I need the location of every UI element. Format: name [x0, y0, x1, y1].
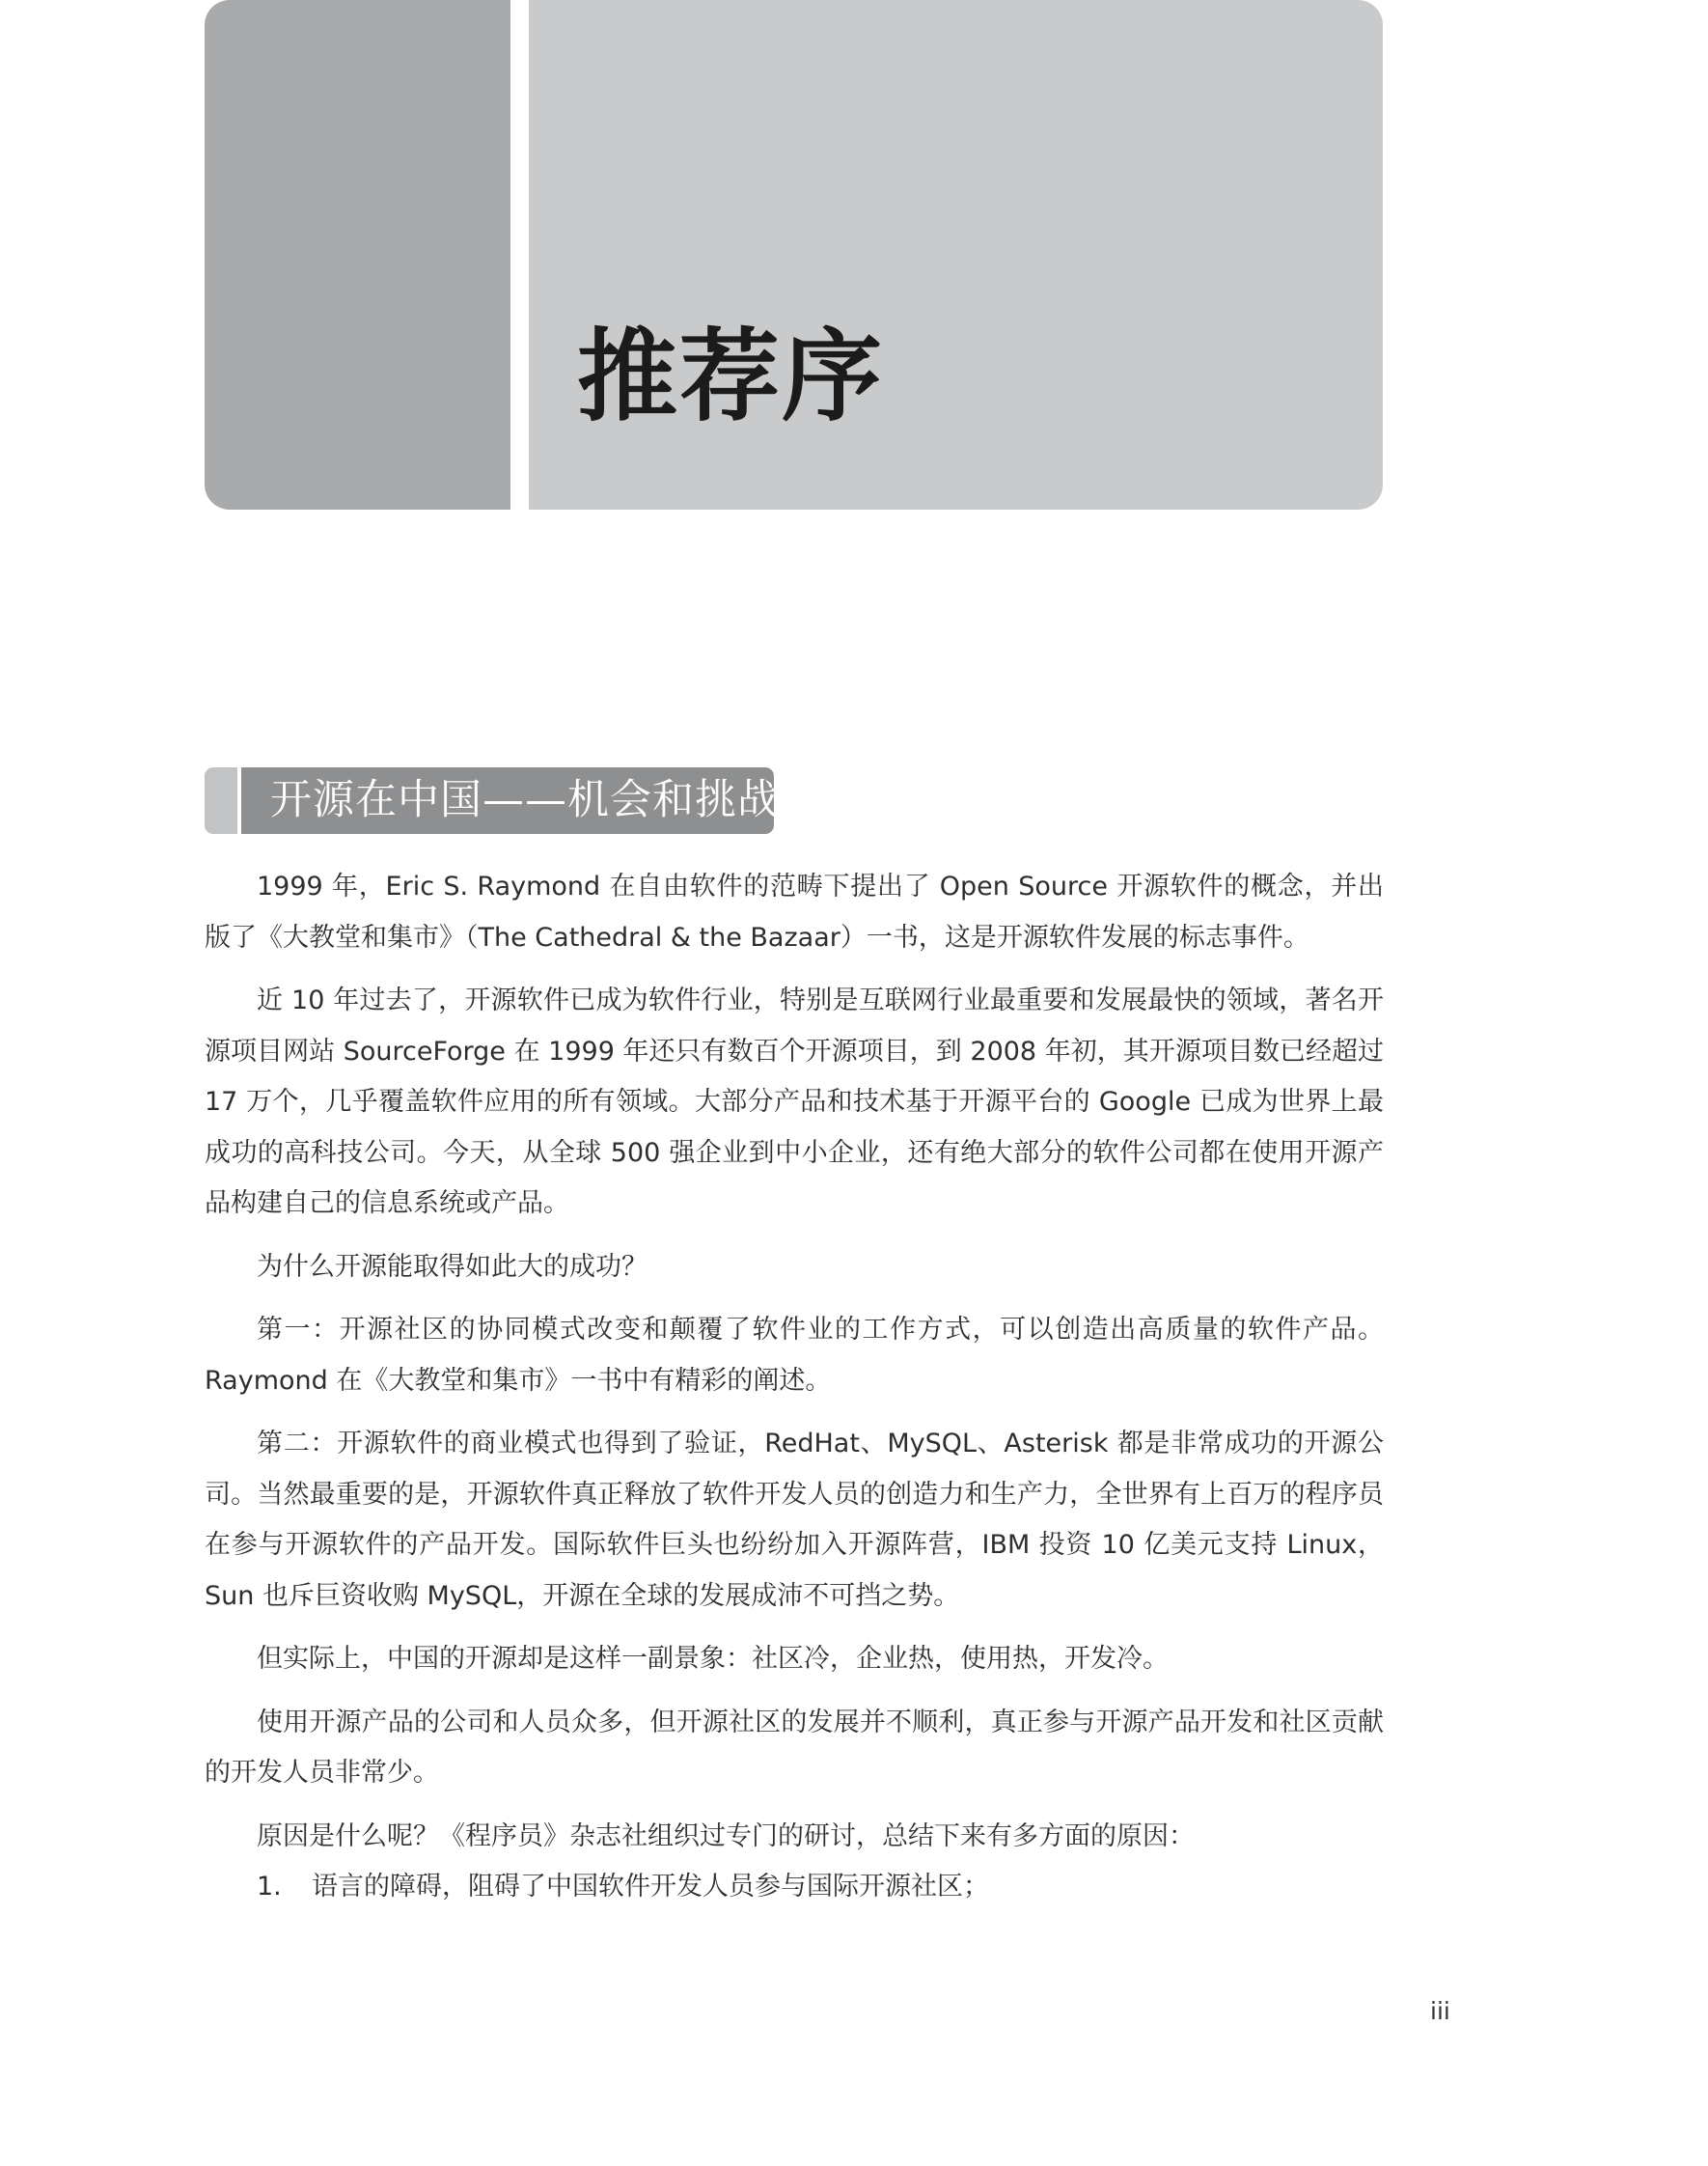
section-heading-box [241, 767, 780, 834]
list-item [205, 1862, 1384, 1913]
chapter-title: 推荐序 [577, 318, 885, 435]
chapter-header [205, 0, 1383, 510]
paragraph: 使用开源产品的公司和人员众多，但开源社区的发展并不顺利，真正参与开源产品开发和社区贡献的开发人员非常少。 [205, 1707, 1384, 1788]
section-heading-bar [205, 767, 237, 834]
paragraph: 第一：开源社区的协同模式改变和颠覆了软件业的工作方式，可以创造出高质量的软件产品。Raymond 在《大教堂和集市》一书中有精彩的阐述。 [205, 1315, 1384, 1396]
paragraph: 1999 年，Eric S. Raymond 在自由软件的范畴下提出了 Open Source 开源软件的概念，并出版了《大教堂和集市》（The Cathedral & the Bazaar）一书，这是开源软件发展的标志事件。 [205, 872, 1384, 953]
page-number: iii [1430, 1997, 1450, 2025]
body-text [205, 862, 1384, 1926]
list-item-number: 1. [257, 1872, 282, 1902]
paragraph: 但实际上，中国的开源却是这样一副景象：社区冷，企业热，使用热，开发冷。 [257, 1644, 1169, 1674]
paragraph: 第二：开源软件的商业模式也得到了验证，RedHat、MySQL、Asterisk 都是非常成功的开源公司。当然最重要的是，开源软件真正释放了软件开发人员的创造力和生产力，全世界有上百万的程序员在参与开源软件的产品开发。国际软件巨头也纷纷加入开源阵营，IBM 投资 10 亿美元支持 Linux，Sun 也斥巨资收购 MySQL，开源在全球的发展成沛不可挡之势。 [205, 1429, 1384, 1611]
section-title: 开源在中国——机会和挑战 [270, 776, 780, 824]
paragraph: 为什么开源能取得如此大的成功？ [257, 1251, 647, 1282]
paragraph: 原因是什么呢？《程序员》杂志社组织过专门的研讨，总结下来有多方面的原因： [257, 1820, 1195, 1851]
header-left-panel [205, 0, 510, 510]
paragraph: 近 10 年过去了，开源软件已成为软件行业，特别是互联网行业最重要和发展最快的领域，著名开源项目网站 SourceForge 在 1999 年还只有数百个开源项目，到 2008 年初，其开源项目数已经超过 17 万个，几乎覆盖软件应用的所有领域。大部分产品和技术基于开源平台的 Google 已成为世界上最成功的高科技公司。今天，从全球 500 强企业到中小企业，还有绝大部分的软件公司都在使用开源产品构建自己的信息系统或产品。 [205, 986, 1384, 1218]
list-item-text: 语言的障碍，阻碍了中国软件开发人员参与国际开源社区； [312, 1872, 989, 1902]
